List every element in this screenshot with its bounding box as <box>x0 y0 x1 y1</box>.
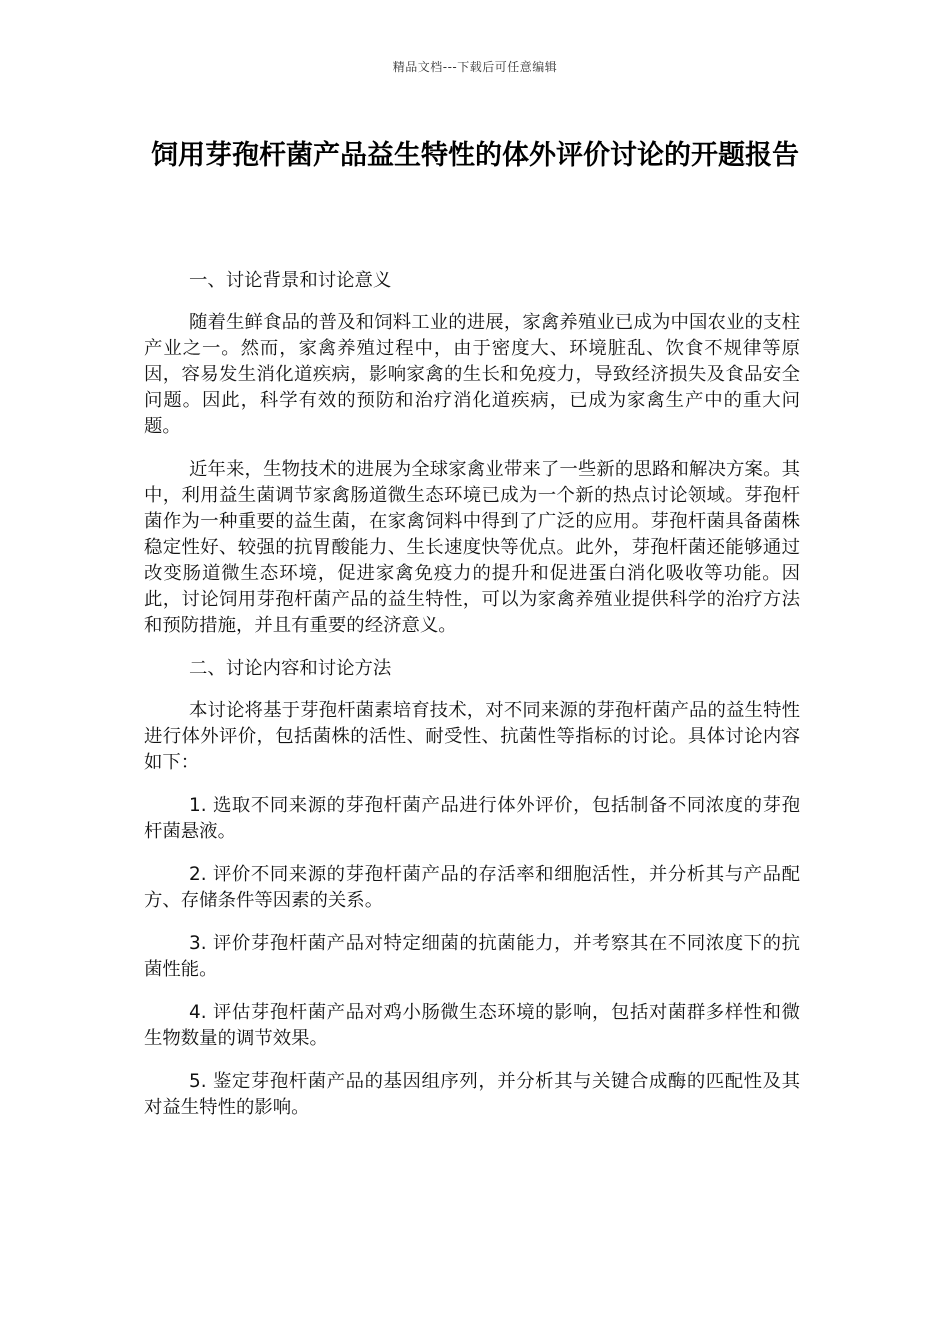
list-item: 4. 评估芽孢杆菌产品对鸡小肠微生态环境的影响，包括对菌群多样性和微生物数量的调节效果。 <box>144 1002 800 1049</box>
document-title: 饲用芽孢杆菌产品益生特性的体外评价讨论的开题报告 <box>151 140 799 171</box>
paragraph: 本讨论将基于芽孢杆菌素培育技术，对不同来源的芽孢杆菌产品的益生特性进行体外评价，包括菌株的活性、耐受性、抗菌性等指标的讨论。具体讨论内容如下： <box>144 700 800 773</box>
header-note: 精品文档---下载后可任意编辑 <box>392 60 558 74</box>
document-body <box>144 268 800 1138</box>
list-item: 1. 选取不同来源的芽孢杆菌产品进行体外评价，包括制备不同浓度的芽孢杆菌悬液。 <box>144 795 800 842</box>
section-heading-background: 一、讨论背景和讨论意义 <box>189 270 392 291</box>
paragraph: 近年来，生物技术的进展为全球家禽业带来了一些新的思路和解决方案。其中，利用益生菌调节家禽肠道微生态环境已成为一个新的热点讨论领域。芽孢杆菌作为一种重要的益生菌，在家禽饲料中得到了广泛的应用。芽孢杆菌具备菌株稳定性好、较强的抗胃酸能力、生长速度快等优点。此外，芽孢杆菌还能够通过改变肠道微生态环境，促进家禽免疫力的提升和促进蛋白消化吸收等功能。因此，讨论饲用芽孢杆菌产品的益生特性，可以为家禽养殖业提供科学的治疗方法和预防措施，并且有重要的经济意义。 <box>144 459 800 636</box>
section-heading-content-methods: 二、讨论内容和讨论方法 <box>189 658 392 679</box>
research-content-list <box>144 793 800 1121</box>
paragraph: 随着生鲜食品的普及和饲料工业的进展，家禽养殖业已成为中国农业的支柱产业之一。然而，家禽养殖过程中，由于密度大、环境脏乱、饮食不规律等原因，容易发生消化道疾病，影响家禽的生长和免疫力，导致经济损失及食品安全问题。因此，科学有效的预防和治疗消化道疾病，已成为家禽生产中的重大问题。 <box>144 312 800 437</box>
list-item: 3. 评价芽孢杆菌产品对特定细菌的抗菌能力，并考察其在不同浓度下的抗菌性能。 <box>144 933 800 980</box>
list-item: 2. 评价不同来源的芽孢杆菌产品的存活率和细胞活性，并分析其与产品配方、存储条件等因素的关系。 <box>144 864 800 911</box>
list-item: 5. 鉴定芽孢杆菌产品的基因组序列，并分析其与关键合成酶的匹配性及其对益生特性的影响。 <box>144 1071 800 1118</box>
